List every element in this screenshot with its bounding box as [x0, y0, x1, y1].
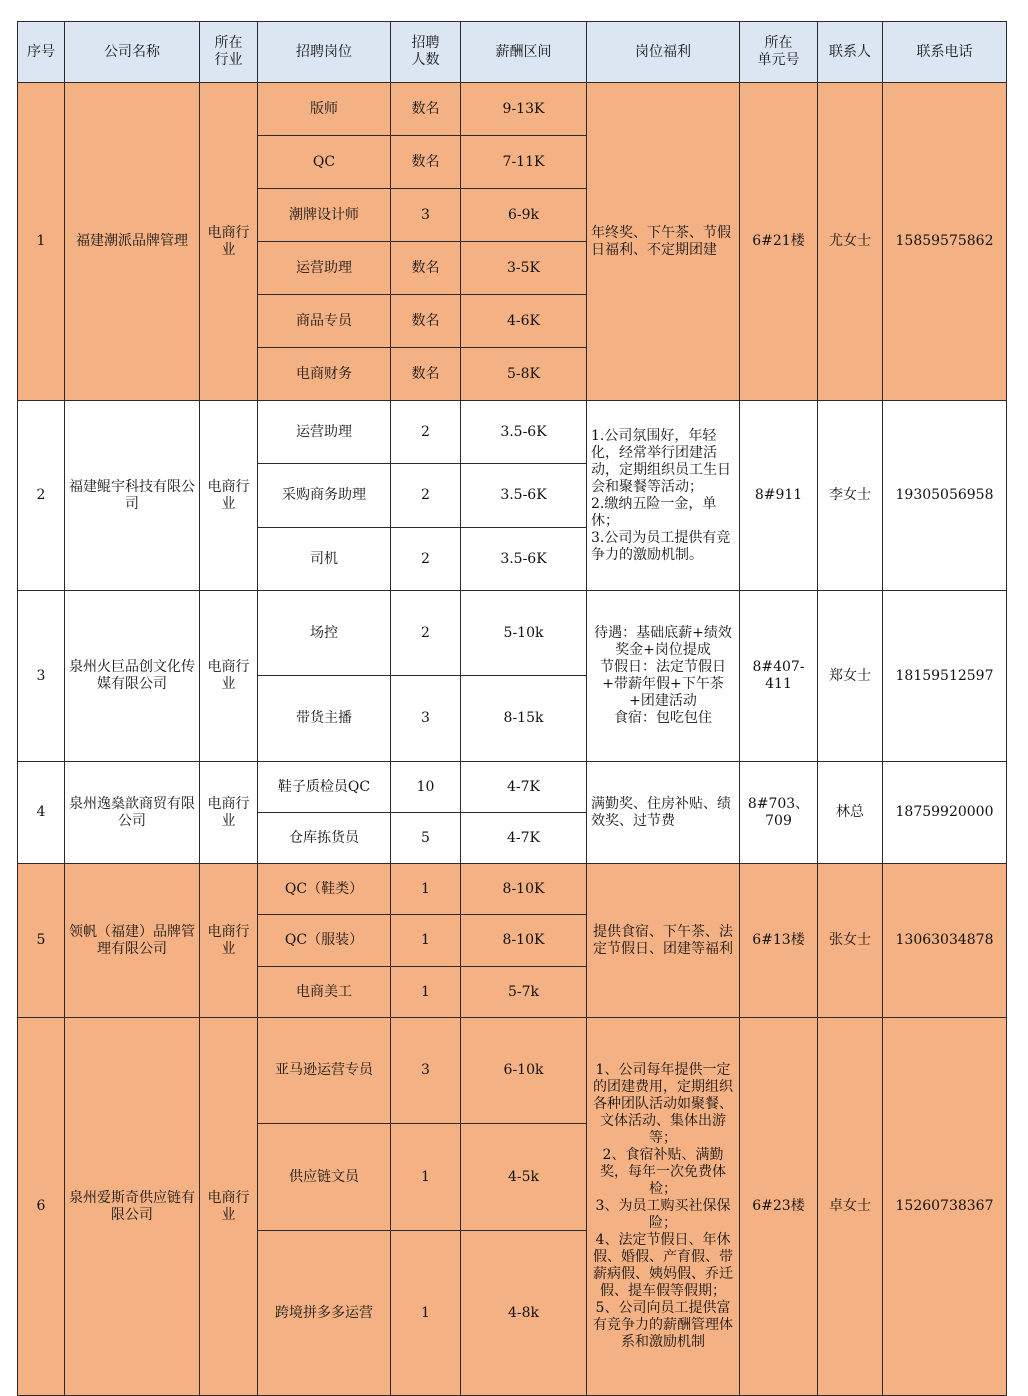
header-position — [258, 22, 391, 83]
benefits: 1、公司每年提供一定的团建费用，定期组织各种团队活动如聚餐、文体活动、集体出游等； 2、食宿补贴、满勤奖，每年一次免费体检； 3、为员工购买社保保险； 4、法定节假日、年休假、婚假、产育假、带薪病假、姨妈假、乔迁假、提车假等假期； 5、公司向员工提供富有竞争力的薪酬管理体系和激励机制 — [587, 1018, 740, 1396]
job-count: 3 — [391, 189, 461, 242]
salary-range: 3.5-6K — [461, 401, 587, 464]
benefits: 1.公司氛围好，年轻化，经常举行团建活动，定期组织员工生日会和聚餐等活动； 2.缴纳五险一金，单休； 3.公司为员工提供有竞争力的激励机制。 — [587, 401, 740, 591]
benefits: 提供食宿、下午茶、法定节假日、团建等福利 — [587, 864, 740, 1018]
phone-number: 15859575862 — [883, 83, 1007, 401]
salary-range: 4-6K — [461, 295, 587, 348]
salary-range: 5-10k — [461, 591, 587, 676]
salary-range: 9-13K — [461, 83, 587, 136]
job-title: 采购商务助理 — [258, 464, 391, 528]
company-name: 领帆（福建）品牌管理有限公司 — [65, 864, 200, 1018]
company-name: 福建潮派品牌管理 — [65, 83, 200, 401]
job-count: 10 — [391, 762, 461, 813]
row-number: 4 — [18, 762, 65, 864]
job-title: 电商美工 — [258, 967, 391, 1018]
header-unit — [740, 22, 818, 83]
header-salary — [461, 22, 587, 83]
job-title: 版师 — [258, 83, 391, 136]
salary-range: 4-7K — [461, 762, 587, 813]
job-count: 5 — [391, 813, 461, 864]
job-count: 1 — [391, 1124, 461, 1231]
phone-number: 18759920000 — [883, 762, 1007, 864]
phone-number: 13063034878 — [883, 864, 1007, 1018]
job-count: 1 — [391, 864, 461, 915]
salary-range: 5-8K — [461, 348, 587, 401]
unit-number: 8#911 — [740, 401, 818, 591]
header-industry-label: 所在 行业 — [214, 35, 243, 68]
contact-person: 李女士 — [818, 401, 883, 591]
header-phone — [883, 22, 1007, 83]
job-count: 2 — [391, 401, 461, 464]
contact-person: 郑女士 — [818, 591, 883, 762]
salary-range: 4-7K — [461, 813, 587, 864]
job-title: 跨境拼多多运营 — [258, 1231, 391, 1396]
phone-number: 15260738367 — [883, 1018, 1007, 1396]
header-count-label: 招聘 人数 — [411, 35, 440, 68]
job-count: 1 — [391, 967, 461, 1018]
recruitment-table — [17, 21, 1007, 1396]
company-name: 泉州火巨品创文化传媒有限公司 — [65, 591, 200, 762]
job-title: QC（服装） — [258, 915, 391, 967]
table-row — [18, 591, 1007, 676]
table-row — [18, 83, 1007, 136]
job-count: 数名 — [391, 295, 461, 348]
header-industry — [200, 22, 258, 83]
header-no — [18, 22, 65, 83]
table-row — [18, 1018, 1007, 1124]
row-number: 6 — [18, 1018, 65, 1396]
industry: 电商行业 — [200, 401, 258, 591]
company-name: 泉州逸燊歆商贸有限公司 — [65, 762, 200, 864]
job-title: 运营助理 — [258, 242, 391, 295]
job-count: 数名 — [391, 348, 461, 401]
job-count: 2 — [391, 591, 461, 676]
header-company-label: 公司名称 — [104, 43, 160, 60]
job-count: 数名 — [391, 242, 461, 295]
job-count: 数名 — [391, 136, 461, 189]
row-number: 1 — [18, 83, 65, 401]
row-number: 5 — [18, 864, 65, 1018]
job-count: 1 — [391, 915, 461, 967]
contact-person: 张女士 — [818, 864, 883, 1018]
header-benefits — [587, 22, 740, 83]
unit-number: 6#21楼 — [740, 83, 818, 401]
salary-range: 8-10K — [461, 915, 587, 967]
header-benefits-label: 岗位福利 — [635, 43, 691, 60]
header-salary-label: 薪酬区间 — [495, 43, 552, 60]
table-row — [18, 762, 1007, 813]
job-title: 司机 — [258, 528, 391, 591]
benefits: 待遇：基础底薪+绩效奖金+岗位提成 节假日：法定节假日+带薪年假+下午茶+团建活动 食宿：包吃包住 — [587, 591, 740, 762]
unit-number: 8#703、709 — [740, 762, 818, 864]
job-count: 2 — [391, 464, 461, 528]
job-title: 运营助理 — [258, 401, 391, 464]
table-body — [18, 83, 1007, 1396]
contact-person: 卓女士 — [818, 1018, 883, 1396]
salary-range: 4-8k — [461, 1231, 587, 1396]
job-title: 电商财务 — [258, 348, 391, 401]
unit-number: 6#23楼 — [740, 1018, 818, 1396]
salary-range: 3-5K — [461, 242, 587, 295]
table-header — [18, 22, 1007, 83]
header-count — [391, 22, 461, 83]
salary-range: 6-9k — [461, 189, 587, 242]
job-title: 仓库拣货员 — [258, 813, 391, 864]
job-title: 场控 — [258, 591, 391, 676]
job-count: 3 — [391, 1018, 461, 1124]
job-count: 1 — [391, 1231, 461, 1396]
header-no-label: 序号 — [27, 43, 55, 60]
header-position-label: 招聘岗位 — [296, 43, 352, 60]
job-count: 2 — [391, 528, 461, 591]
unit-number: 8#407-411 — [740, 591, 818, 762]
job-title: QC（鞋类） — [258, 864, 391, 915]
company-name: 泉州爱斯奇供应链有限公司 — [65, 1018, 200, 1396]
header-company — [65, 22, 200, 83]
industry: 电商行业 — [200, 83, 258, 401]
salary-range: 7-11K — [461, 136, 587, 189]
job-title: 供应链文员 — [258, 1124, 391, 1231]
job-title: 亚马逊运营专员 — [258, 1018, 391, 1124]
job-title: 带货主播 — [258, 676, 391, 762]
phone-number: 19305056958 — [883, 401, 1007, 591]
industry: 电商行业 — [200, 864, 258, 1018]
contact-person: 尤女士 — [818, 83, 883, 401]
salary-range: 5-7k — [461, 967, 587, 1018]
job-title: 商品专员 — [258, 295, 391, 348]
company-name: 福建鲲宇科技有限公司 — [65, 401, 200, 591]
job-count: 数名 — [391, 83, 461, 136]
table-row — [18, 864, 1007, 915]
salary-range: 3.5-6K — [461, 528, 587, 591]
industry: 电商行业 — [200, 1018, 258, 1396]
phone-number: 18159512597 — [883, 591, 1007, 762]
table-row — [18, 401, 1007, 464]
salary-range: 6-10k — [461, 1018, 587, 1124]
industry: 电商行业 — [200, 591, 258, 762]
salary-range: 3.5-6K — [461, 464, 587, 528]
benefits: 满勤奖、住房补贴、绩效奖、过节费 — [587, 762, 740, 864]
row-number: 2 — [18, 401, 65, 591]
header-contact — [818, 22, 883, 83]
job-title: QC — [258, 136, 391, 189]
salary-range: 8-10K — [461, 864, 587, 915]
row-number: 3 — [18, 591, 65, 762]
salary-range: 8-15k — [461, 676, 587, 762]
header-phone-label: 联系电话 — [916, 43, 973, 60]
unit-number: 6#13楼 — [740, 864, 818, 1018]
header-row — [18, 22, 1007, 83]
job-count: 3 — [391, 676, 461, 762]
job-title: 潮牌设计师 — [258, 189, 391, 242]
header-unit-label: 所在 单元号 — [757, 35, 800, 68]
contact-person: 林总 — [818, 762, 883, 864]
benefits: 年终奖、下午茶、节假日福利、不定期团建 — [587, 83, 740, 401]
header-contact-label: 联系人 — [829, 43, 871, 60]
industry: 电商行业 — [200, 762, 258, 864]
job-title: 鞋子质检员QC — [258, 762, 391, 813]
salary-range: 4-5k — [461, 1124, 587, 1231]
